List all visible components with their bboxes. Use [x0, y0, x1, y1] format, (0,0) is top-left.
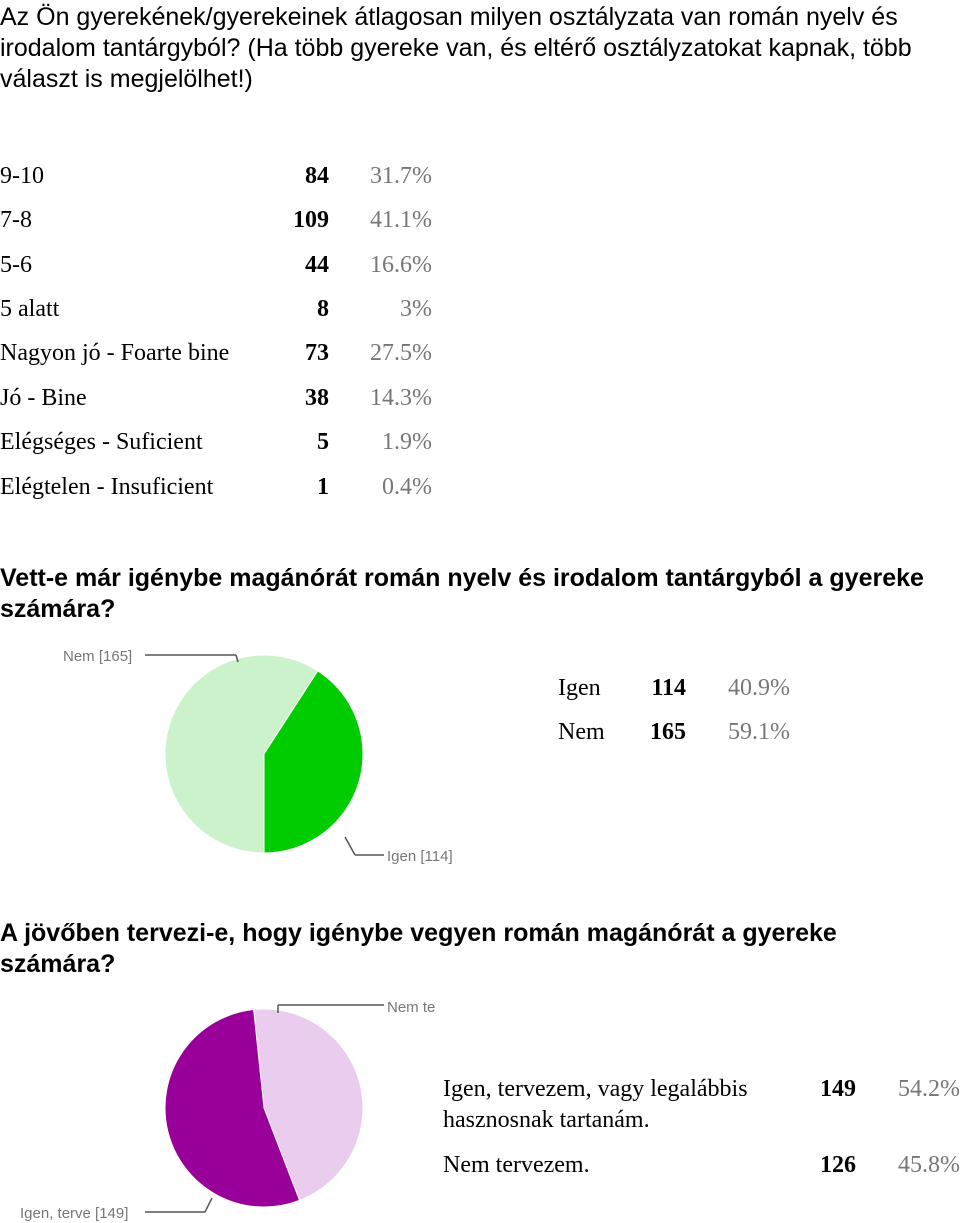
pie-label: Nem te [387, 999, 436, 1016]
response-label: 7-8 [0, 207, 32, 233]
pie-label: Nem [165] [63, 648, 133, 665]
response-count: 109 [293, 207, 329, 233]
response-percent: 3% [400, 296, 432, 322]
response-count: 44 [305, 252, 329, 278]
response-label: Igen, tervezem, vagy legalábbis hasznosnak tartanám. [443, 1076, 748, 1133]
response-label: 9-10 [0, 163, 44, 189]
response-count: 38 [305, 385, 329, 411]
response-percent: 59.1% [728, 719, 790, 745]
response-percent: 27.5% [370, 340, 432, 366]
response-count: 84 [305, 163, 329, 189]
response-count: 1 [317, 474, 329, 500]
response-count: 149 [820, 1076, 856, 1102]
question-private-lessons-future: A jövőben tervezi-e, hogy igénybe vegyen román magánórát a gyereke számára? [0, 919, 837, 978]
response-percent: 54.2% [898, 1076, 960, 1102]
response-percent: 31.7% [370, 163, 432, 189]
pie-label: Igen, terve [149] [20, 1205, 129, 1222]
response-label: 5 alatt [0, 296, 60, 322]
response-percent: 0.4% [382, 474, 432, 500]
response-count: 5 [317, 429, 329, 455]
response-label: Nem tervezem. [443, 1152, 590, 1178]
response-percent: 40.9% [728, 675, 790, 701]
response-label: Igen [558, 675, 601, 701]
response-label: 5-6 [0, 252, 32, 278]
response-label: Nem [558, 719, 605, 745]
response-count: 8 [317, 296, 329, 322]
response-percent: 1.9% [382, 429, 432, 455]
response-count: 114 [651, 675, 686, 701]
response-count: 73 [305, 340, 329, 366]
response-percent: 41.1% [370, 207, 432, 233]
response-percent: 16.6% [370, 252, 432, 278]
response-label: Elégséges - Suficient [0, 429, 203, 455]
response-count: 165 [650, 719, 686, 745]
response-label: Nagyon jó - Foarte bine [0, 340, 230, 366]
response-percent: 14.3% [370, 385, 432, 411]
pie-label: Igen [114] [387, 848, 453, 865]
question-private-lessons-past: Vett-e már igénybe magánórát román nyelv és irodalom tantárgyból a gyereke számára? [0, 564, 924, 623]
leader-line [205, 1198, 212, 1212]
response-label: Jó - Bine [0, 385, 87, 411]
response-percent: 45.8% [898, 1152, 960, 1178]
response-count: 126 [820, 1152, 856, 1178]
question-grades: Az Ön gyerekének/gyerekeinek átlagosan milyen osztályzata van román nyelv és irodalom tantárgyból? (Ha több gyereke van, és eltérő osztályzatokat kapnak, több választ is megjelölhet!) [0, 3, 912, 93]
response-label: Elégtelen - Insuficient [0, 474, 214, 500]
